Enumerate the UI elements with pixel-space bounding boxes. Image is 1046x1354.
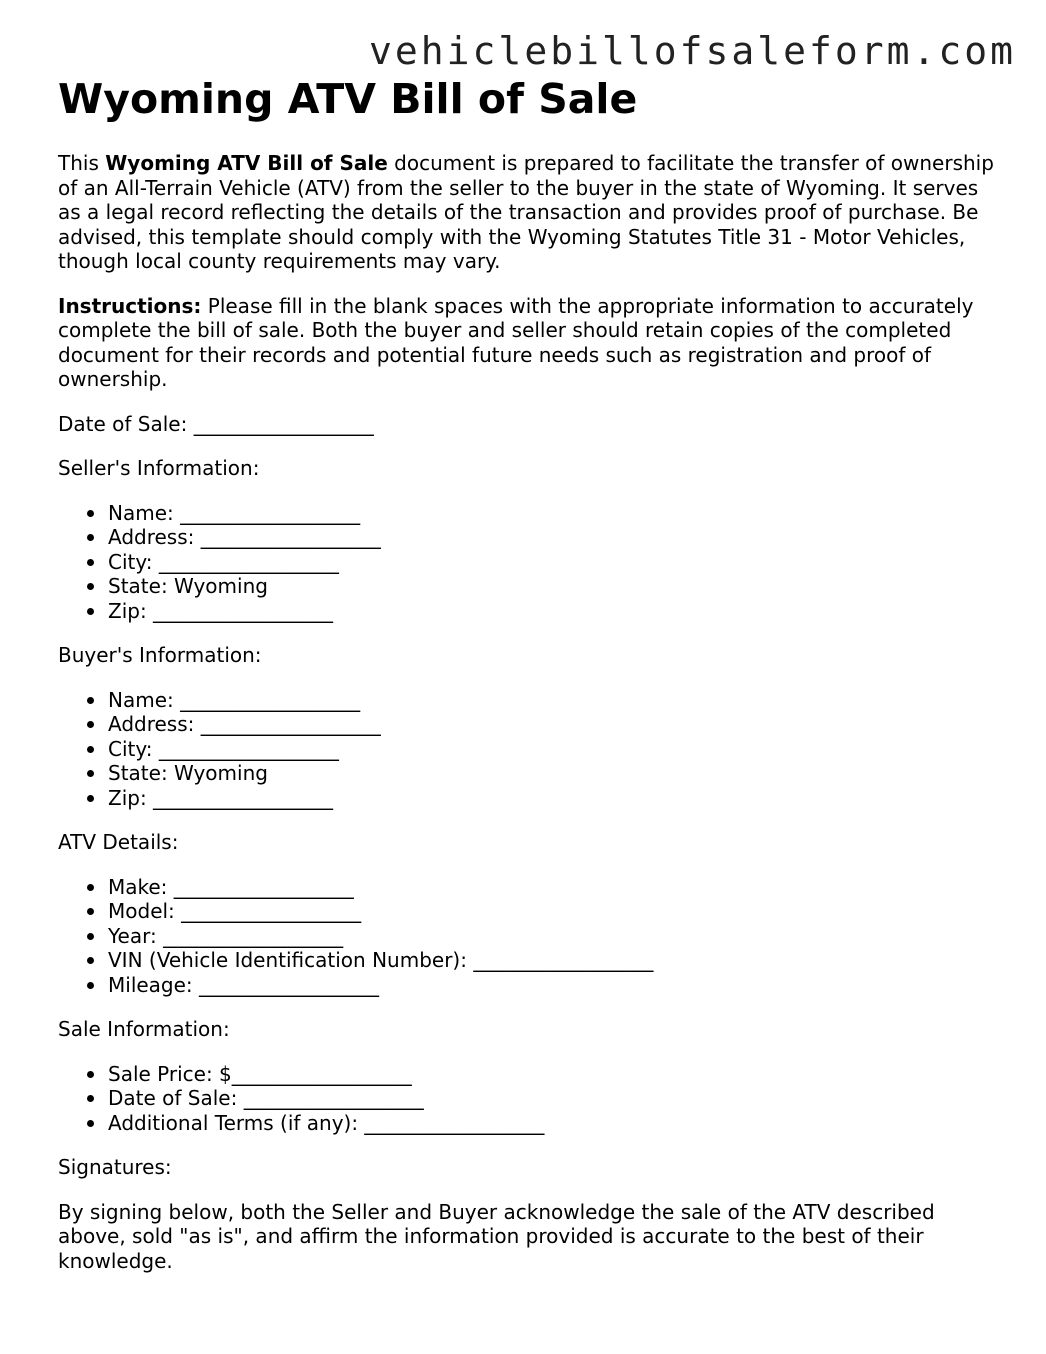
sale-price-field: Sale Price: $__________________: [108, 1062, 998, 1087]
site-watermark: vehiclebillofsaleform.com: [369, 29, 1016, 73]
intro-paragraph: [58, 151, 998, 274]
atv-list: [58, 875, 998, 998]
signatures-paragraph: By signing below, both the Seller and Buyer acknowledge the sale of the ATV described above, sold "as is", and affirm the information provided is accurate to the best of their knowledge.: [58, 1199, 935, 1273]
document-title: Wyoming ATV Bill of Sale: [58, 75, 638, 123]
buyer-name-field: Name: __________________: [108, 688, 998, 713]
atv-model-field: Model: __________________: [108, 899, 998, 924]
buyer-list: [58, 688, 998, 811]
atv-vin-field: VIN (Vehicle Identification Number): __________________: [108, 948, 998, 973]
seller-zip-field: Zip: __________________: [108, 599, 998, 624]
buyer-address-field: Address: __________________: [108, 712, 998, 737]
seller-state-field: State: Wyoming: [108, 574, 998, 599]
sale-heading: Sale Information:: [58, 1017, 230, 1041]
document-body: [58, 151, 998, 1293]
seller-name-field: Name: __________________: [108, 501, 998, 526]
intro-bold: Wyoming ATV Bill of Sale: [105, 151, 388, 175]
intro-prefix: This: [58, 151, 106, 175]
buyer-zip-field: Zip: __________________: [108, 786, 998, 811]
signatures-heading: Signatures:: [58, 1155, 172, 1179]
atv-make-field: Make: __________________: [108, 875, 998, 900]
buyer-heading: Buyer's Information:: [58, 643, 262, 667]
atv-heading: ATV Details:: [58, 830, 179, 854]
sale-date-field: Date of Sale: __________________: [108, 1086, 998, 1111]
date-of-sale-field: Date of Sale: __________________: [58, 411, 374, 436]
seller-city-field: City: __________________: [108, 550, 998, 575]
sale-list: [58, 1062, 998, 1136]
instructions-label: Instructions:: [58, 293, 202, 318]
intro-text: document is prepared to facilitate the transfer of ownership of an All-Terrain Vehicle (ATV) from the seller to the buyer in the state of Wyoming. It serves as a legal record reflecting the details of the transaction and provides proof of purchase. Be advised, this template should comply with the Wyoming Statutes Title 31 - Motor Vehicles, though local county requirements may vary.: [58, 151, 994, 273]
buyer-state-field: State: Wyoming: [108, 761, 998, 786]
instructions-text: Please fill in the blank spaces with the appropriate information to accurately complete the bill of sale. Both the buyer and seller should retain copies of the completed document for their records and potential future needs such as registration and proof of ownership.: [58, 293, 974, 391]
atv-mileage-field: Mileage: __________________: [108, 973, 998, 998]
buyer-city-field: City: __________________: [108, 737, 998, 762]
atv-year-field: Year: __________________: [108, 924, 998, 949]
instructions-paragraph: [58, 294, 998, 392]
sale-terms-field: Additional Terms (if any): __________________: [108, 1111, 998, 1136]
seller-heading: Seller's Information:: [58, 456, 260, 480]
seller-list: [58, 501, 998, 624]
seller-address-field: Address: __________________: [108, 525, 998, 550]
